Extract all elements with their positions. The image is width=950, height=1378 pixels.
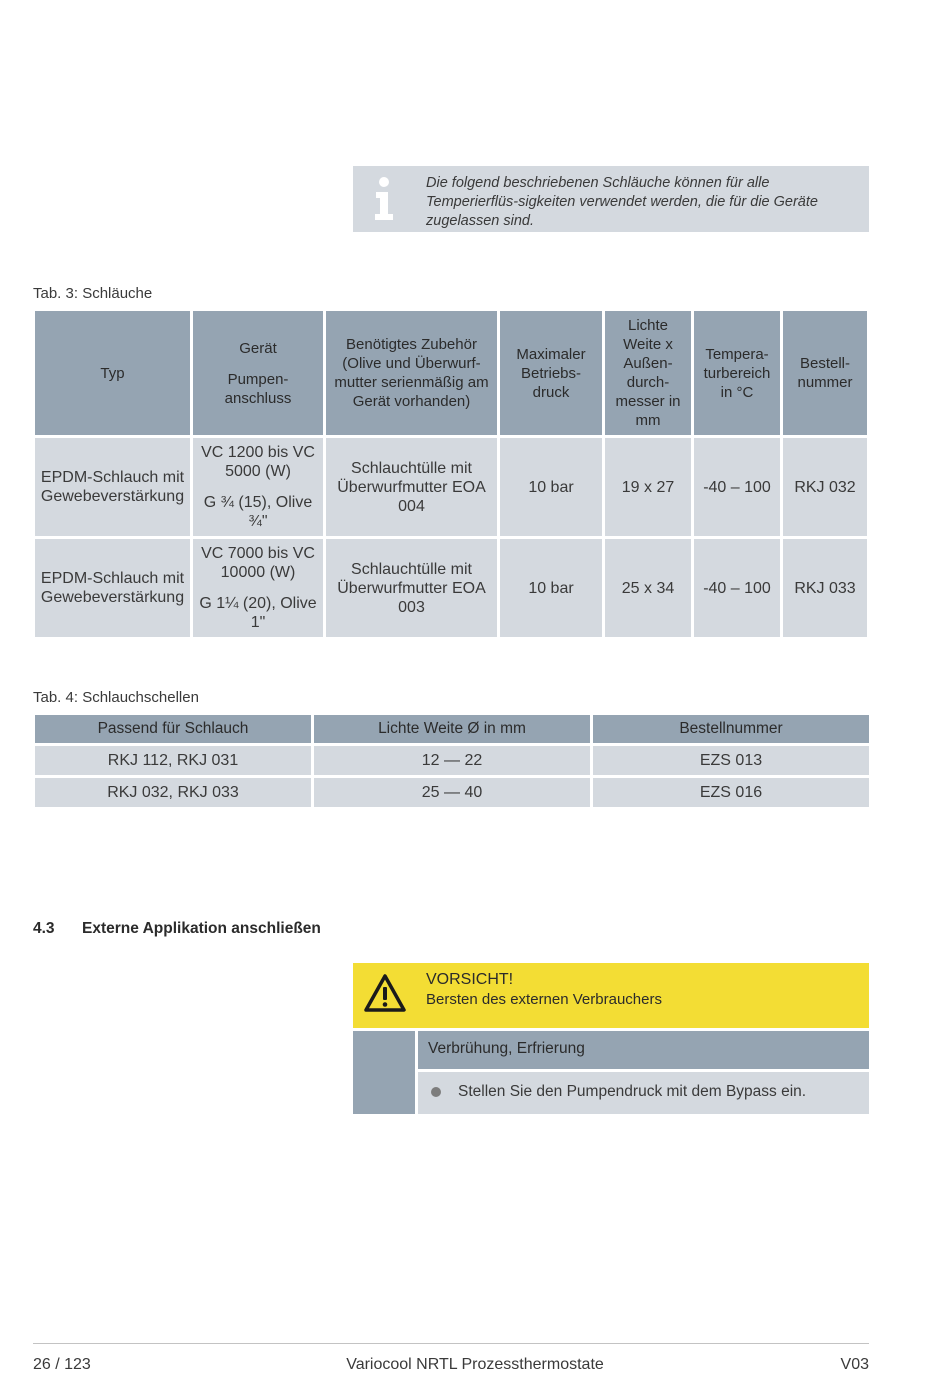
header-temp: Tempera-turbereich in °C [694,311,780,435]
header-bestell: Bestellnummer [593,715,869,743]
cell-druck: 10 bar [500,539,602,637]
cell-bestell: RKJ 032 [783,438,867,536]
table-row [35,539,867,637]
hose-table [32,308,870,640]
table3-caption: Tab. 3: Schläuche [33,285,153,302]
section-title: Externe Applikation anschließen [82,920,321,937]
cell-geraet-anschluss: G ¾ (15), Olive ¾" [203,494,313,530]
table-header-row [35,311,867,435]
header-typ: Typ [35,311,190,435]
warning-header [353,963,869,1028]
cell-geraet [193,438,323,536]
cell-bestell: EZS 013 [593,746,869,775]
cell-typ: EPDM-Schlauch mit Gewebeverstärkung [35,438,190,536]
warning-action-text: Stellen Sie den Pumpendruck mit dem Bypass ein. [458,1083,807,1100]
cell-weite: 19 x 27 [605,438,691,536]
header-weite: Lichte Weite Ø in mm [314,715,590,743]
section-number: 4.3 [33,920,55,937]
table-row [35,778,869,807]
header-bestell: Bestell-nummer [783,311,867,435]
header-weite: Lichte Weite x Außen-durch-messer in mm [605,311,691,435]
info-box [353,166,869,232]
clamp-table [32,712,872,810]
cell-geraet [193,539,323,637]
footer-version: V03 [840,1356,869,1373]
cell-bestell: EZS 016 [593,778,869,807]
cell-zubehoer: Schlauchtülle mit Überwurfmutter EOA 004 [326,438,497,536]
warning-title: Bersten des externen Verbrauchers [426,991,662,1008]
header-passend: Passend für Schlauch [35,715,311,743]
cell-bestell: RKJ 033 [783,539,867,637]
warning-signal-word: VORSICHT! [426,971,514,988]
warning-action [418,1072,869,1114]
table-row [35,438,867,536]
table-header-row [35,715,869,743]
warning-triangle-icon [363,973,407,1013]
info-text: Die folgend beschriebenen Schläuche können für alle Temperierflüs-sigkeiten verwendet werden, die für die Geräte zugelassen sind. [426,175,818,229]
cell-temp: -40 – 100 [694,539,780,637]
cell-geraet-anschluss: G 1¼ (20), Olive 1" [199,595,317,631]
cell-passend: RKJ 032, RKJ 033 [35,778,311,807]
footer-doc-title: Variocool NRTL Prozessthermostate [346,1356,604,1373]
cell-geraet-model: VC 7000 bis VC 10000 (W) [201,545,315,581]
cell-weite: 25 — 40 [314,778,590,807]
warning-side-bar [353,1031,415,1114]
cell-weite: 12 — 22 [314,746,590,775]
section-heading [33,920,321,938]
cell-druck: 10 bar [500,438,602,536]
header-geraet [193,311,323,435]
footer-divider [33,1343,869,1344]
cell-geraet-model: VC 1200 bis VC 5000 (W) [201,444,315,480]
header-pumpenanschluss-label: Pumpen-anschluss [224,370,292,407]
table-row [35,746,869,775]
footer-page-number: 26 / 123 [33,1356,91,1373]
header-geraet-label: Gerät [239,339,277,357]
cell-temp: -40 – 100 [694,438,780,536]
table4-caption: Tab. 4: Schlauchschellen [33,689,199,706]
cell-typ: EPDM-Schlauch mit Gewebeverstärkung [35,539,190,637]
cell-weite: 25 x 34 [605,539,691,637]
warning-cause: Verbrühung, Erfrierung [418,1031,869,1069]
bullet-icon [431,1087,441,1097]
cell-zubehoer: Schlauchtülle mit Überwurfmutter EOA 003 [326,539,497,637]
info-icon [369,176,399,222]
header-zubehoer: Benötigtes Zubehör (Olive und Überwurf-mutter serienmäßig am Gerät vorhanden) [326,311,497,435]
header-druck: Maximaler Betriebs-druck [500,311,602,435]
cell-passend: RKJ 112, RKJ 031 [35,746,311,775]
